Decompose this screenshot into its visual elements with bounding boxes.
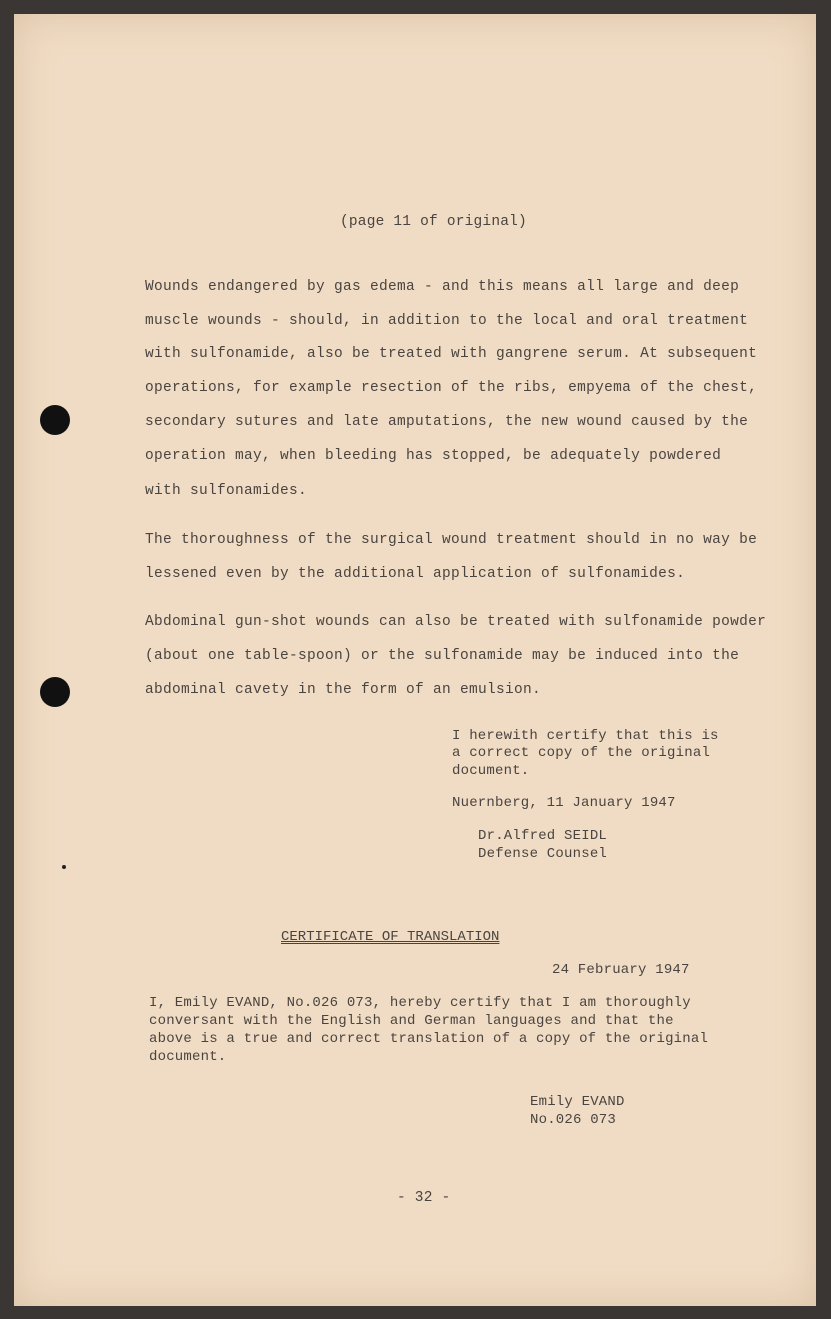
- paragraph-3-line-1: Abdominal gun-shot wounds can also be treated with sulfonamide powder: [145, 614, 767, 630]
- paragraph-1-line-4: operations, for example resection of the ribs, empyema of the chest,: [145, 380, 758, 396]
- translation-certificate-line-1: I, Emily EVAND, No.026 073, hereby certify that I am thoroughly: [149, 995, 691, 1011]
- translation-certificate-line-3: above is a true and correct translation of a copy of the original: [149, 1031, 709, 1047]
- translation-certificate-line-4: document.: [149, 1049, 227, 1065]
- translator-name: Emily EVAND: [530, 1094, 625, 1110]
- translation-certificate-line-2: conversant with the English and German languages and that the: [149, 1013, 674, 1029]
- paragraph-1-line-2: muscle wounds - should, in addition to the local and oral treatment: [145, 313, 749, 329]
- translation-certificate-date: 24 February 1947: [552, 962, 690, 978]
- paragraph-3-line-3: abdominal cavety in the form of an emulsion.: [145, 682, 542, 698]
- certification-place-date: Nuernberg, 11 January 1947: [452, 795, 676, 811]
- certification-line-3: document.: [452, 763, 530, 779]
- certification-line-2: a correct copy of the original: [452, 745, 711, 761]
- punch-hole-top: [40, 405, 70, 435]
- paragraph-2-line-2: lessened even by the additional application of sulfonamides.: [145, 566, 686, 582]
- translator-number: No.026 073: [530, 1112, 617, 1128]
- punch-hole-bottom: [40, 677, 70, 707]
- certification-signer-title: Defense Counsel: [478, 846, 608, 862]
- paragraph-3-line-2: (about one table-spoon) or the sulfonamide may be induced into the: [145, 648, 740, 664]
- translation-certificate-heading: CERTIFICATE OF TRANSLATION: [281, 929, 500, 945]
- certification-line-1: I herewith certify that this is: [452, 728, 719, 744]
- paragraph-1-line-1: Wounds endangered by gas edema - and this means all large and deep: [145, 279, 740, 295]
- paragraph-1-line-6: operation may, when bleeding has stopped, be adequately powdered: [145, 448, 722, 464]
- paragraph-1-line-7: with sulfonamides.: [145, 483, 308, 499]
- ink-speck: [62, 865, 66, 869]
- page-number: - 32 -: [397, 1190, 451, 1206]
- page-header: (page 11 of original): [340, 214, 527, 230]
- certification-signer-name: Dr.Alfred SEIDL: [478, 828, 608, 844]
- paragraph-1-line-5: secondary sutures and late amputations, the new wound caused by the: [145, 414, 749, 430]
- paragraph-2-line-1: The thoroughness of the surgical wound treatment should in no way be: [145, 532, 758, 548]
- paragraph-1-line-3: with sulfonamide, also be treated with gangrene serum. At subsequent: [145, 346, 758, 362]
